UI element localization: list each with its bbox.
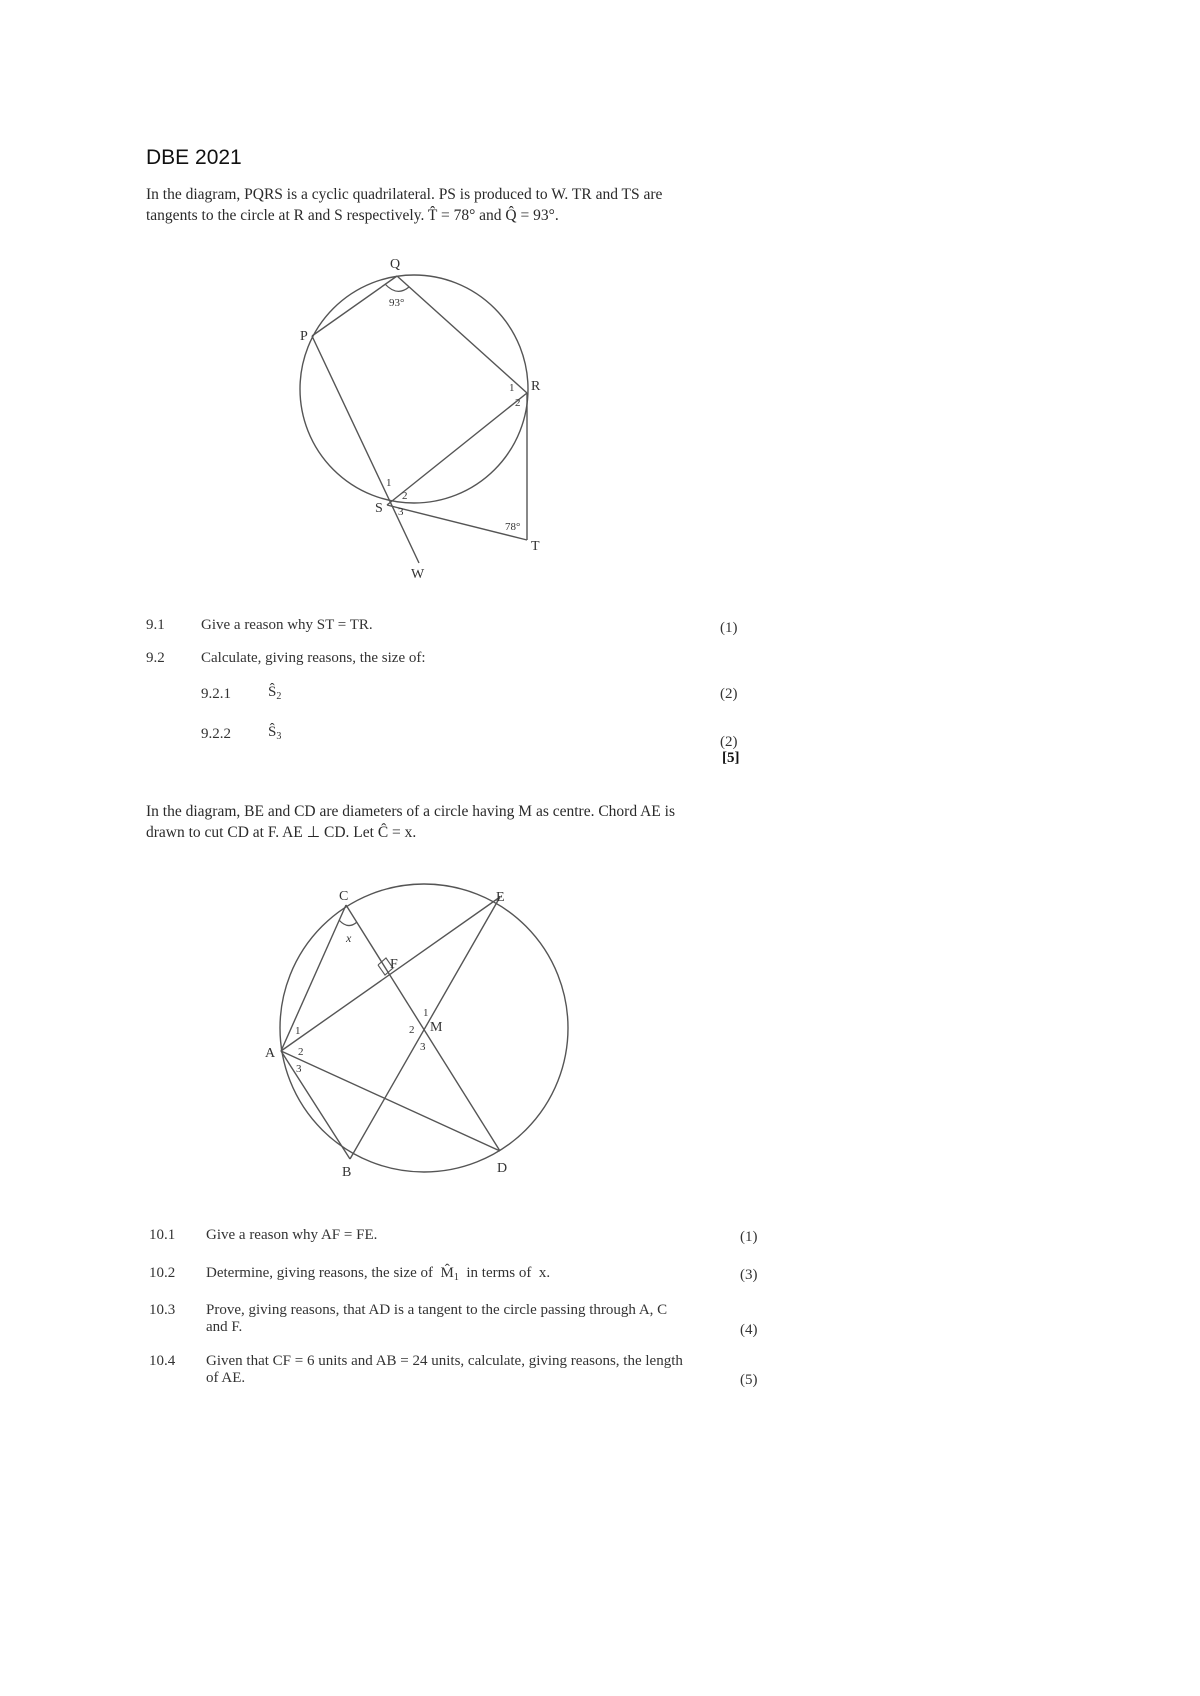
q9-angle-q-arc [385,284,409,291]
q9-label-t: T [531,539,540,554]
q10-a2: 2 [298,1046,304,1058]
q9-total: [5] [722,750,740,766]
q10-4-marks: (5) [740,1372,758,1388]
q10-label-c: C [339,889,349,904]
q10-a3: 3 [296,1063,302,1075]
q9-2-1-marks: (2) [720,686,738,702]
q10-intro-line2: drawn to cut CD at F. AE ⊥ CD. Let Ĉ = x. [146,824,417,841]
q9-label-r: R [531,379,541,394]
q10-label-a: A [265,1046,276,1061]
q10-intro [146,801,675,843]
q9-2-2-symbol: $Ŝ_3$ [268,724,282,742]
q9-line-psw [312,336,419,563]
q10-1-marks: (1) [740,1229,758,1245]
q9-2-text: Calculate, giving reasons, the size of: [201,650,426,666]
q9-s1: 1 [386,477,392,489]
q10-label-b: B [342,1165,352,1180]
q10-line-cd [346,905,500,1151]
q9-intro-line2: tangents to the circle at R and S respectively. T̂ = 78° and Q̂ = 93°. [146,207,559,224]
q10-1-text: Give a reason why AF = FE. [206,1227,378,1243]
q9-label-w: W [411,567,425,582]
q10-2-marks: (3) [740,1267,758,1283]
q9-label-q: Q [390,257,401,272]
q9-2-1-number: 9.2.1 [201,686,231,702]
q10-line-ae [281,897,500,1051]
q10-label-f: F [390,957,398,972]
q10-label-e: E [496,890,505,905]
q10-line-ad [281,1051,500,1151]
q9-2-1-symbol: $Ŝ_2$ [268,684,282,702]
q10-a1: 1 [295,1025,301,1037]
q10-2-text: Determine, giving reasons, the size of $M̂_1$ in terms of x. [206,1265,551,1283]
q9-line-rs [387,393,527,505]
q9-diagram [0,0,1200,640]
q10-intro-line1: In the diagram, BE and CD are diameters of a circle having M as centre. Chord AE is [146,803,675,820]
q10-m2: 2 [409,1024,415,1036]
q9-1-marks: (1) [720,620,738,636]
q9-s2: 2 [402,490,408,502]
q9-r2: 2 [515,397,521,409]
q9-1-text: Give a reason why ST = TR. [201,617,373,633]
q10-angle-x: x [346,931,352,945]
q9-intro-line1: In the diagram, PQRS is a cyclic quadrilateral. PS is produced to W. TR and TS are [146,186,663,203]
q9-line-pq [312,276,397,336]
q10-3-marks: (4) [740,1322,758,1338]
q10-2-number: 10.2 [149,1265,176,1281]
q9-1-number: 9.1 [146,617,165,633]
q9-angle-t: 78° [505,521,521,533]
q9-s3: 3 [398,506,404,518]
q10-3-text: Prove, giving reasons, that AD is a tangent to the circle passing through A, C and F. [206,1302,668,1335]
q9-label-p: P [300,329,308,344]
q10-circle [280,884,568,1172]
q9-2-number: 9.2 [146,650,165,666]
q9-2-2-number: 9.2.2 [201,726,231,742]
q10-label-m: M [430,1020,443,1035]
q9-label-s: S [375,501,383,516]
q10-angle-c-arc [339,920,357,926]
q10-m3: 3 [420,1041,426,1053]
q10-line-be [350,897,500,1159]
q9-circle [300,275,528,503]
q9-r1: 1 [509,382,515,394]
q10-m1: 1 [423,1007,429,1019]
q10-label-d: D [497,1161,508,1176]
q10-1-number: 10.1 [149,1227,176,1243]
q10-4-number: 10.4 [149,1353,176,1369]
q9-angle-q: 93° [389,297,405,309]
q9-line-qr [397,276,527,393]
q10-3-number: 10.3 [149,1302,176,1318]
q10-diagram [0,860,1200,1190]
page-title: DBE 2021 [146,146,242,169]
q10-4-text: Given that CF = 6 units and AB = 24 units, calculate, giving reasons, the length of AE. [206,1353,683,1386]
q10-line-ac [281,905,346,1051]
q9-2-2-marks: (2) [720,734,738,750]
